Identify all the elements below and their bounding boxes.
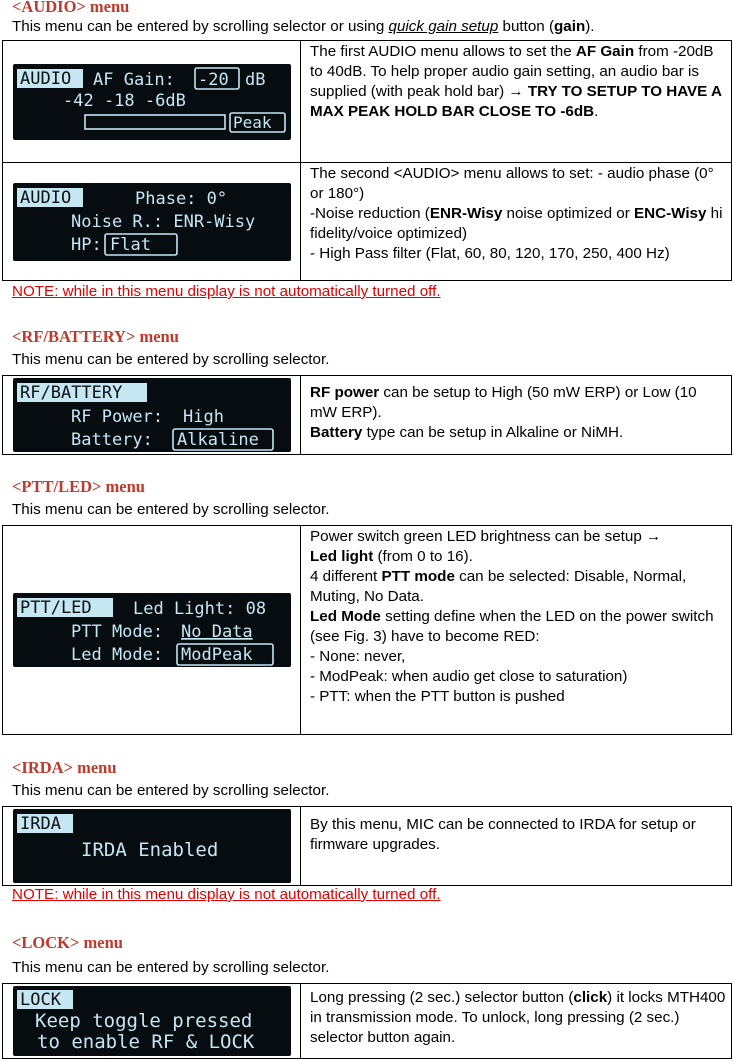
lcd-lock-line-2: to enable RF & LOCK	[36, 1031, 254, 1053]
quick-gain-setup-link[interactable]: quick gain setup	[388, 18, 499, 35]
audio-gain-desc	[301, 41, 732, 163]
ptt-desc	[301, 526, 732, 735]
lock-heading: <LOCK> menu	[12, 933, 123, 952]
battery-desc: type can be setup in Alkaline or NiMH.	[362, 424, 624, 441]
noise-reduction-line	[310, 204, 727, 244]
irda-lcd	[13, 809, 291, 883]
rf-power-term: RF power	[310, 384, 380, 401]
audio-phase-line: The second <AUDIO> menu allows to set: - audio phase (0° or 180°)	[310, 165, 714, 202]
lcd-noise: Noise R.: ENR-Wisy	[70, 211, 255, 232]
audio-intro	[12, 17, 595, 37]
lcd-scale: -42 -18 -6dB	[62, 90, 186, 111]
audio-heading: <AUDIO> menu	[12, 0, 130, 16]
lock-desc	[301, 984, 732, 1059]
rf-intro: This menu can be entered by scrolling selector.	[12, 351, 330, 368]
lcd-led-light: Led Light: 08	[132, 599, 266, 619]
ptt-table	[2, 525, 732, 735]
ptt-line-3	[310, 567, 727, 607]
arrow-right-icon: →	[508, 83, 524, 100]
nr-enc-term: ENC-Wisy	[634, 205, 707, 222]
rf-lcd	[13, 378, 291, 452]
irda-table	[2, 806, 732, 886]
af-gain-term: AF Gain	[575, 43, 635, 60]
lcd-power-value: High	[182, 407, 224, 427]
lcd-ptt-value: No Data	[180, 622, 253, 642]
audio-gain-lcd	[13, 64, 291, 140]
rf-desc	[301, 376, 732, 455]
lcd-hp-label: HP:	[70, 234, 102, 255]
high-pass-line: - High Pass filter (Flat, 60, 80, 120, 170, 250, 400 Hz)	[310, 245, 670, 262]
lock-lcd	[13, 986, 291, 1056]
irda-desc: By this menu, MIC can be connected to IRDA for setup or firmware upgrades.	[301, 807, 732, 886]
lcd-tag: IRDA	[19, 814, 61, 834]
audio-phase-image-cell	[3, 163, 301, 281]
lcd-audio-bar	[85, 115, 225, 129]
lcd-lock-line-1: Keep toggle pressed	[34, 1010, 252, 1032]
audio-phase-desc	[301, 163, 732, 281]
lcd-tag: AUDIO	[19, 187, 71, 208]
nr-enr-term: ENR-Wisy	[429, 205, 503, 222]
lock-intro: This menu can be entered by scrolling selector.	[12, 959, 330, 976]
battery-term: Battery	[310, 424, 363, 441]
gain-button-label: gain	[554, 18, 586, 35]
lock-image-cell	[3, 984, 301, 1059]
battery-line	[310, 423, 727, 443]
lcd-peak: Peak	[232, 112, 272, 132]
irda-intro: This menu can be entered by scrolling selector.	[12, 782, 330, 799]
led-light-term: Led light	[310, 548, 374, 565]
lcd-led-mode-value: ModPeak	[180, 645, 253, 665]
audio-gain-desc-c: from -20dB to 40dB. To help proper audio gain setting, an audio bar is supplied (with peak hold bar)	[310, 43, 714, 100]
lcd-hp-value: Flat	[109, 234, 151, 255]
rf-row	[3, 376, 732, 455]
click-term: click	[573, 989, 608, 1006]
lcd-tag: PTT/LED	[19, 598, 92, 618]
rf-power-line	[310, 383, 727, 423]
ptt-line-1: Power switch green LED brightness can be setup →	[310, 528, 662, 545]
ptt-line-7: - PTT: when the PTT button is pushed	[310, 688, 565, 705]
ptt-row	[3, 526, 732, 735]
lcd-battery-label: Battery:	[70, 430, 153, 450]
ptt-mode-options: can be selected: Disable, Normal, Muting, No Data.	[310, 568, 687, 605]
irda-image-cell	[3, 807, 301, 886]
irda-note: NOTE: while in this menu display is not automatically turned off.	[12, 886, 441, 903]
irda-heading: <IRDA> menu	[12, 758, 117, 777]
rf-heading: <RF/BATTERY> menu	[12, 327, 179, 346]
ptt-line-5: - None: never,	[310, 648, 406, 665]
lcd-ptt-label: PTT Mode:	[70, 622, 163, 642]
ptt-mode-pre: 4 different	[310, 568, 382, 585]
rf-image-cell	[3, 376, 301, 455]
lcd-tag: AUDIO	[19, 68, 71, 89]
lcd-af-unit: dB	[244, 69, 265, 90]
audio-table	[2, 40, 732, 281]
audio-gain-tip: TRY TO SETUP TO HAVE A MAX PEAK HOLD BAR CLOSE TO -6dB	[310, 83, 722, 120]
audio-gain-desc-a: The first AUDIO menu allows to set the	[310, 43, 576, 60]
led-light-range: (from 0 to 16).	[373, 548, 473, 565]
nr-a: -Noise reduction (	[310, 205, 430, 222]
lcd-power-label: RF Power:	[70, 407, 163, 427]
lcd-irda-status: IRDA Enabled	[80, 839, 218, 861]
lock-row	[3, 984, 732, 1059]
ptt-line-6: - ModPeak: when audio get close to saturation)	[310, 668, 628, 685]
lcd-af-label: AF Gain:	[92, 69, 175, 90]
audio-intro-mid: button (	[498, 18, 555, 35]
lock-desc-c: ) it locks MTH400 in transmission mode. To unlock, long pressing (2 sec.) selector button again.	[310, 989, 726, 1046]
lcd-battery-value: Alkaline	[176, 430, 259, 450]
audio-intro-end: ).	[585, 18, 595, 35]
audio-gain-image-cell	[3, 41, 301, 163]
ptt-lcd	[13, 593, 291, 667]
audio-intro-text: This menu can be entered by scrolling selector or using	[12, 18, 389, 35]
ptt-line-4	[310, 607, 727, 647]
lcd-phase: Phase: 0°	[134, 188, 227, 209]
ptt-heading: <PTT/LED> menu	[12, 477, 145, 496]
audio-gain-desc-end: .	[594, 103, 599, 120]
lcd-tag: RF/BATTERY	[19, 383, 122, 403]
audio-row-gain	[3, 41, 732, 163]
led-mode-desc: setting define when the LED on the power switch (see Fig. 3) have to become RED:	[310, 608, 714, 645]
ptt-line-2	[310, 547, 727, 567]
ptt-mode-term: PTT mode	[381, 568, 455, 585]
audio-row-phase	[3, 163, 732, 281]
irda-row	[3, 807, 732, 886]
lcd-led-mode-label: Led Mode:	[70, 645, 163, 665]
lcd-af-value: -20	[197, 69, 229, 90]
lock-desc-a: Long pressing (2 sec.) selector button (	[310, 989, 574, 1006]
lock-table	[2, 983, 732, 1059]
audio-note: NOTE: while in this menu display is not automatically turned off.	[12, 283, 441, 300]
nr-e: hi fidelity/voice optimized)	[310, 205, 723, 242]
rf-power-desc: can be setup to High (50 mW ERP) or Low (10 mW ERP).	[310, 384, 697, 421]
ptt-image-cell	[3, 526, 301, 735]
nr-c: noise optimized or	[502, 205, 635, 222]
lcd-tag: LOCK	[19, 990, 61, 1010]
rf-table	[2, 375, 732, 455]
audio-phase-lcd	[13, 183, 291, 261]
led-mode-term: Led Mode	[310, 608, 381, 625]
ptt-intro: This menu can be entered by scrolling selector.	[12, 501, 330, 518]
